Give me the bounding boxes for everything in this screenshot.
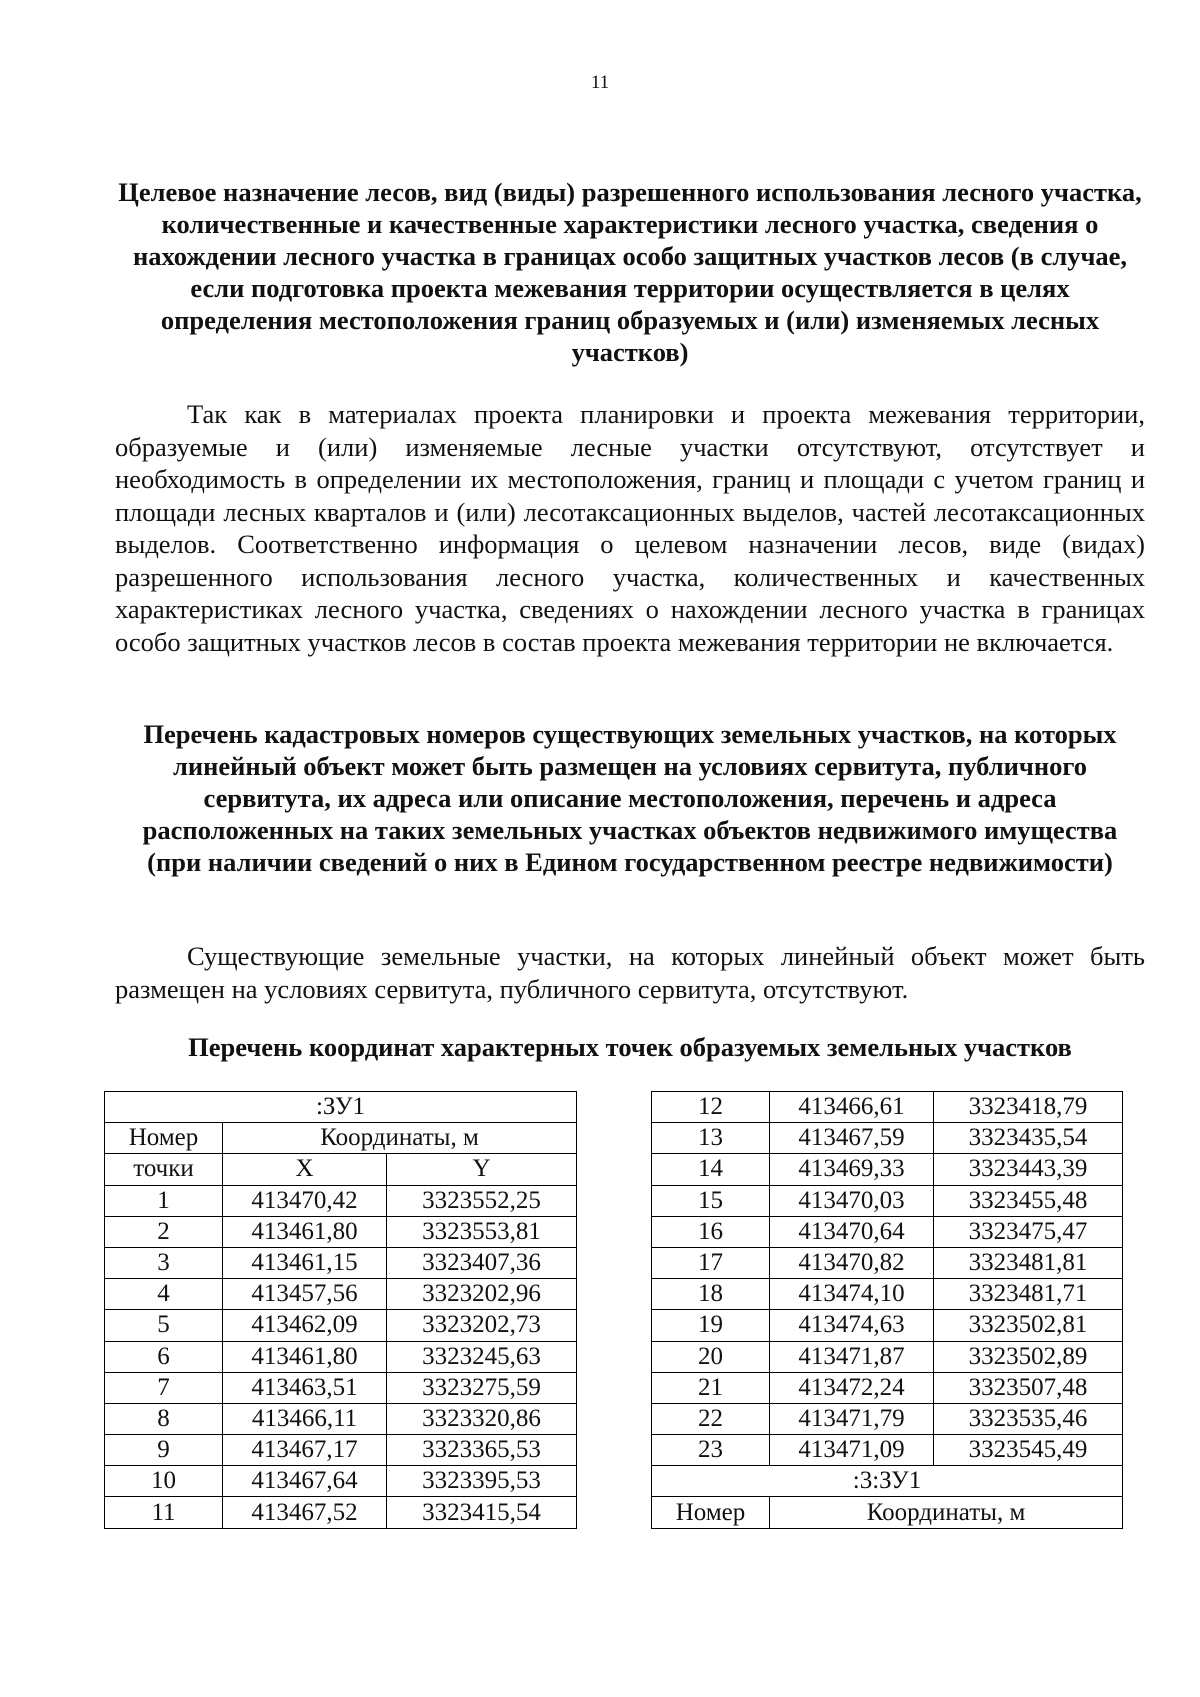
cell-point-number: 23	[652, 1435, 770, 1466]
table-row	[652, 1403, 1123, 1434]
cell-point-number: 9	[105, 1435, 223, 1466]
cell-y: 3323365,53	[387, 1435, 577, 1466]
cell-x: 413474,63	[770, 1310, 934, 1341]
cell-x: 413471,79	[770, 1403, 934, 1434]
cell-y: 3323275,59	[387, 1372, 577, 1403]
cell-x: 413461,15	[223, 1247, 387, 1278]
table-row	[105, 1372, 577, 1403]
table-header-row	[105, 1123, 577, 1154]
table-row	[652, 1247, 1123, 1278]
cell-y: 3323407,36	[387, 1247, 577, 1278]
cell-x: 413467,64	[223, 1466, 387, 1497]
coordinates-table-right	[651, 1091, 1123, 1529]
table-row	[105, 1403, 577, 1434]
cell-x: 413462,09	[223, 1310, 387, 1341]
cell-point-number: 16	[652, 1216, 770, 1247]
cell-point-number: 12	[652, 1092, 770, 1123]
table-row	[105, 1466, 577, 1497]
cell-point-number: 11	[105, 1497, 223, 1528]
cell-point-number: 3	[105, 1247, 223, 1278]
cell-y: 3323443,39	[934, 1154, 1123, 1185]
cell-y: 3323202,96	[387, 1279, 577, 1310]
cell-y: 3323502,81	[934, 1310, 1123, 1341]
cell-point-number: 8	[105, 1403, 223, 1434]
table-row	[105, 1279, 577, 1310]
cell-y: 3323435,54	[934, 1123, 1123, 1154]
cell-point-number: 6	[105, 1341, 223, 1372]
column-header-y: Y	[387, 1154, 577, 1185]
cell-y: 3323502,89	[934, 1341, 1123, 1372]
cell-y: 3323481,71	[934, 1279, 1123, 1310]
table-title-row	[105, 1092, 577, 1123]
column-header-coordinates: Координаты, м	[223, 1123, 577, 1154]
cell-point-number: 1	[105, 1185, 223, 1216]
table-row	[652, 1435, 1123, 1466]
cell-x: 413474,10	[770, 1279, 934, 1310]
page-number: 11	[590, 72, 610, 93]
cell-x: 413470,03	[770, 1185, 934, 1216]
section-heading-forest-purpose: Целевое назначение лесов, вид (виды) разрешенного использования лесного участка, количественные и качественные характеристики лесного участка, сведения о нахождении лесного участка в границах особо защитных участков лесов (в случае, если подготовка проекта межевания территории осуществляется в целях определения местоположения границ образуемых и (или) изменяемых лесных участков)	[118, 177, 1142, 367]
table-row	[652, 1154, 1123, 1185]
table-row	[105, 1247, 577, 1278]
table-row	[105, 1341, 577, 1372]
cell-point-number: 5	[105, 1310, 223, 1341]
table-row	[105, 1310, 577, 1341]
cell-x: 413457,56	[223, 1279, 387, 1310]
table-row	[652, 1372, 1123, 1403]
cell-point-number: 4	[105, 1279, 223, 1310]
cell-x: 413461,80	[223, 1216, 387, 1247]
cell-y: 3323535,46	[934, 1403, 1123, 1434]
cell-y: 3323245,63	[387, 1341, 577, 1372]
cell-x: 413469,33	[770, 1154, 934, 1185]
cell-point-number: 22	[652, 1403, 770, 1434]
cell-x: 413466,11	[223, 1403, 387, 1434]
cell-x: 413472,24	[770, 1372, 934, 1403]
table-row	[105, 1435, 577, 1466]
cell-point-number: 7	[105, 1372, 223, 1403]
cell-y: 3323507,48	[934, 1372, 1123, 1403]
cell-point-number: 14	[652, 1154, 770, 1185]
cell-y: 3323481,81	[934, 1247, 1123, 1278]
cell-y: 3323553,81	[387, 1216, 577, 1247]
cell-y: 3323395,53	[387, 1466, 577, 1497]
table-row	[105, 1497, 577, 1528]
column-header-point: Номер	[105, 1123, 223, 1154]
cell-x: 413467,52	[223, 1497, 387, 1528]
cell-x: 413471,87	[770, 1341, 934, 1372]
cell-point-number: 18	[652, 1279, 770, 1310]
column-header-x: X	[223, 1154, 387, 1185]
cell-x: 413470,42	[223, 1185, 387, 1216]
section-heading-cadastral-list: Перечень кадастровых номеров существующих земельных участков, на которых линейный объект может быть размещен на условиях сервитута, публичного сервитута, их адреса или описание местоположения, перечень и адреса расположенных на таких земельных участках объектов недвижимого имущества (при наличии сведений о них в Едином государственном реестре недвижимости)	[142, 719, 1118, 877]
cell-y: 3323320,86	[387, 1403, 577, 1434]
cell-point-number: 21	[652, 1372, 770, 1403]
table-row	[652, 1123, 1123, 1154]
cell-x: 413467,17	[223, 1435, 387, 1466]
column-header-point: Номер	[652, 1497, 770, 1528]
paragraph-cadastral-info: Существующие земельные участки, на которых линейный объект может быть размещен на условиях сервитута, публичного сервитута, отсутствуют.	[115, 941, 1145, 1004]
table-row	[652, 1092, 1123, 1123]
table-row	[652, 1310, 1123, 1341]
cell-x: 413467,59	[770, 1123, 934, 1154]
cell-x: 413463,51	[223, 1372, 387, 1403]
cell-point-number: 10	[105, 1466, 223, 1497]
cell-x: 413461,80	[223, 1341, 387, 1372]
cell-x: 413470,82	[770, 1247, 934, 1278]
cell-x: 413470,64	[770, 1216, 934, 1247]
cell-point-number: 2	[105, 1216, 223, 1247]
cell-y: 3323415,54	[387, 1497, 577, 1528]
table-row	[652, 1341, 1123, 1372]
table-subtitle-row	[652, 1466, 1123, 1497]
column-header-point-cont: точки	[105, 1154, 223, 1185]
table-row	[105, 1185, 577, 1216]
table-row	[652, 1279, 1123, 1310]
table-header-row	[652, 1497, 1123, 1528]
table-title: :ЗУ1	[105, 1092, 577, 1123]
cell-point-number: 20	[652, 1341, 770, 1372]
cell-point-number: 17	[652, 1247, 770, 1278]
table-subtitle: :3:ЗУ1	[652, 1466, 1123, 1497]
section-heading-coordinates: Перечень координат характерных точек образуемых земельных участков	[188, 1032, 1072, 1062]
paragraph-forest-info: Так как в материалах проекта планировки и проекта межевания территории, образуемые и (или) изменяемые лесные участки отсутствуют, отсутствует и необходимость в определении их местоположения, границ и площади с учетом границ и площади лесных кварталов и (или) лесотаксационных выделов, частей лесотаксационных выделов. Соответственно информация о целевом назначении лесов, виде (видах) разрешенного использования лесного участка, количественных и качественных характеристиках лесного участка, сведениях о нахождении лесного участка в границах особо защитных участков лесов в состав проекта межевания территории не включается.	[115, 399, 1145, 657]
table-row	[652, 1185, 1123, 1216]
cell-point-number: 19	[652, 1310, 770, 1341]
cell-y: 3323202,73	[387, 1310, 577, 1341]
table-header-row	[105, 1154, 577, 1185]
cell-x: 413466,61	[770, 1092, 934, 1123]
cell-x: 413471,09	[770, 1435, 934, 1466]
table-row	[652, 1216, 1123, 1247]
cell-y: 3323475,47	[934, 1216, 1123, 1247]
cell-y: 3323552,25	[387, 1185, 577, 1216]
cell-y: 3323455,48	[934, 1185, 1123, 1216]
coordinates-table-left	[104, 1091, 577, 1529]
cell-y: 3323545,49	[934, 1435, 1123, 1466]
cell-y: 3323418,79	[934, 1092, 1123, 1123]
cell-point-number: 13	[652, 1123, 770, 1154]
cell-point-number: 15	[652, 1185, 770, 1216]
column-header-coordinates: Координаты, м	[770, 1497, 1123, 1528]
table-row	[105, 1216, 577, 1247]
